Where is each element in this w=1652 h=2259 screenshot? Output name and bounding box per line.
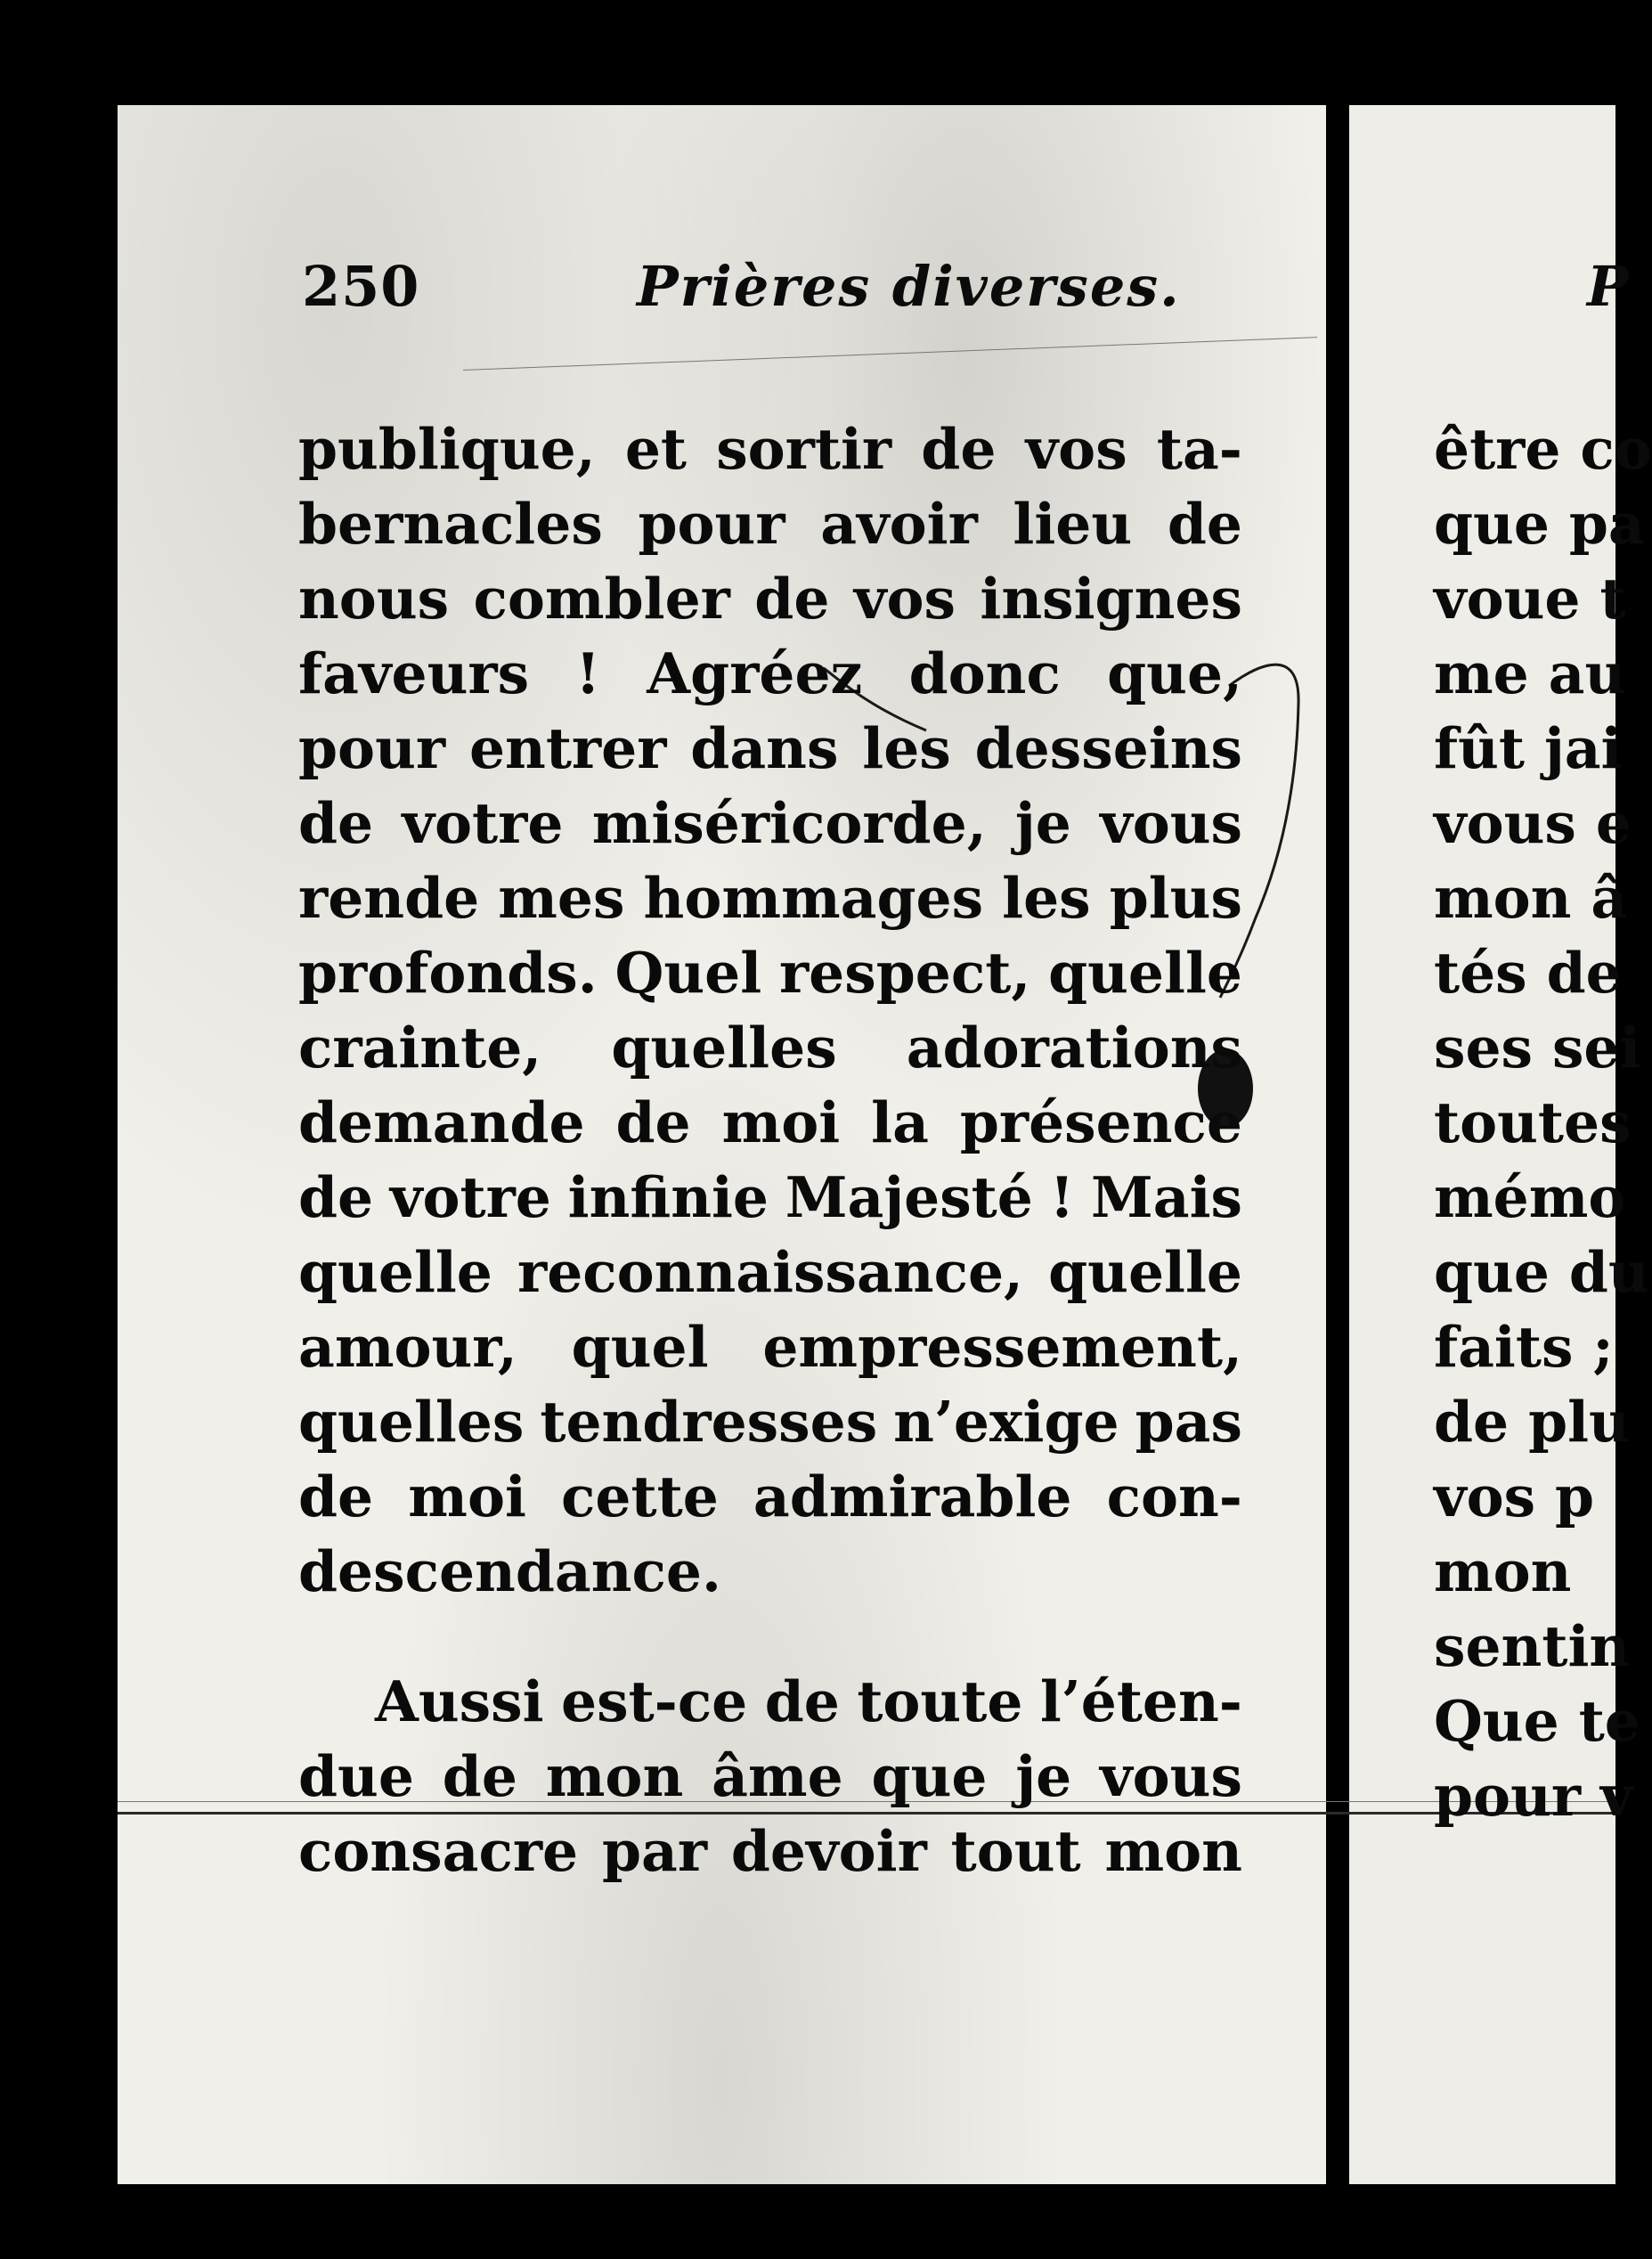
- word: vous: [1100, 1743, 1242, 1809]
- word: de: [615, 1089, 691, 1155]
- page-header: [183, 254, 1233, 334]
- facing-text-line: que pa: [1434, 491, 1645, 557]
- word: amour,: [298, 1314, 517, 1380]
- facing-text-line: vous e: [1434, 790, 1632, 856]
- word: descendance.: [298, 1538, 721, 1604]
- word: consacre: [298, 1818, 579, 1884]
- text-line: [298, 1459, 1242, 1534]
- word: quel: [571, 1314, 709, 1380]
- facing-text-line: tés de: [1434, 940, 1622, 1006]
- word: vos: [853, 566, 956, 632]
- text-line: [298, 1309, 1242, 1384]
- word: demande: [298, 1089, 585, 1155]
- word: tout: [950, 1818, 1081, 1884]
- word: infinie: [567, 1164, 769, 1230]
- word: insignes: [980, 566, 1242, 632]
- text-line: [298, 935, 1242, 1010]
- word: combler: [473, 566, 730, 632]
- word: quelle: [1048, 940, 1242, 1006]
- paragraph-gap: [298, 1609, 1242, 1664]
- word: desseins: [974, 715, 1242, 781]
- facing-running-head-fragment: P: [1587, 254, 1629, 319]
- word: plus: [1109, 865, 1242, 931]
- facing-page-text: [1434, 412, 1652, 1833]
- facing-text-line: Que te: [1434, 1688, 1640, 1754]
- word: de: [298, 790, 374, 856]
- word: la: [871, 1089, 929, 1155]
- word: quelle: [1048, 1239, 1242, 1305]
- facing-text-line: fût jai: [1434, 715, 1623, 781]
- word: admirable: [753, 1464, 1072, 1529]
- word: de: [754, 566, 830, 632]
- word: toute: [857, 1668, 1023, 1734]
- word: Quel: [614, 940, 762, 1006]
- word: quelle: [298, 1239, 492, 1305]
- word: Mais: [1091, 1164, 1242, 1230]
- word: vos: [1025, 416, 1127, 482]
- word: l’éten-: [1039, 1668, 1242, 1734]
- word: par: [601, 1818, 708, 1884]
- facing-text-line: vos p: [1434, 1464, 1595, 1529]
- word: sortir: [716, 416, 892, 482]
- word: je: [1014, 790, 1071, 856]
- text-line: [298, 711, 1242, 786]
- word: présence: [959, 1089, 1242, 1155]
- facing-text-line: mon: [1434, 1538, 1572, 1604]
- word: publique,: [298, 416, 596, 482]
- word: reconnaissance,: [517, 1239, 1023, 1305]
- word: !: [1049, 1164, 1075, 1230]
- word: rende: [298, 865, 480, 931]
- word: respect,: [778, 940, 1031, 1006]
- word: entrer: [468, 715, 667, 781]
- text-line: [298, 1085, 1242, 1160]
- word: cette: [561, 1464, 719, 1529]
- word: pas: [1135, 1389, 1242, 1455]
- word: Aussi: [375, 1668, 544, 1734]
- text-line: [298, 1160, 1242, 1235]
- body-text: [298, 412, 1242, 1888]
- facing-text-line: toutes: [1434, 1089, 1632, 1155]
- word: de: [298, 1464, 374, 1529]
- facing-text-line: que du: [1434, 1239, 1649, 1305]
- text-line: [298, 786, 1242, 860]
- word: les: [862, 715, 951, 781]
- text-line: [298, 486, 1242, 561]
- word: de: [764, 1668, 840, 1734]
- word: con-: [1106, 1464, 1242, 1529]
- word: pour: [638, 491, 785, 557]
- text-line: [298, 1384, 1242, 1459]
- running-head: Prières diverses.: [637, 254, 1181, 319]
- facing-text-line: de plu: [1434, 1389, 1630, 1455]
- word: crainte,: [298, 1015, 542, 1081]
- word: hommages: [643, 865, 984, 931]
- text-line: [298, 1739, 1242, 1814]
- word: âme: [712, 1743, 843, 1809]
- word: adorations: [906, 1015, 1242, 1081]
- word: donc: [908, 640, 1061, 706]
- text-line: [298, 1664, 1242, 1739]
- word: votre: [389, 1164, 551, 1230]
- word: mon: [1104, 1818, 1242, 1884]
- facing-text-line: sentin: [1434, 1613, 1631, 1679]
- text-line: [298, 412, 1242, 486]
- facing-text-line: mémo: [1434, 1164, 1626, 1230]
- word: moi: [721, 1089, 841, 1155]
- facing-text-line: voue t: [1434, 566, 1626, 632]
- text-line: [298, 561, 1242, 636]
- text-line: [298, 1814, 1242, 1888]
- word: !: [575, 640, 600, 706]
- word: tendresses: [540, 1389, 878, 1455]
- facing-text-line: faits ;: [1434, 1314, 1614, 1380]
- word: devoir: [730, 1818, 927, 1884]
- word: nous: [298, 566, 450, 632]
- word: due: [298, 1743, 414, 1809]
- text-line: [298, 860, 1242, 935]
- facing-text-line: être co: [1434, 416, 1652, 482]
- word: de: [921, 416, 997, 482]
- word: de: [298, 1164, 374, 1230]
- text-line: [298, 1235, 1242, 1309]
- word: est-ce: [561, 1668, 748, 1734]
- word: vous: [1100, 790, 1242, 856]
- word: de: [1167, 491, 1242, 557]
- word: ta-: [1156, 416, 1242, 482]
- word: n’exige: [893, 1389, 1119, 1455]
- word: lieu: [1013, 491, 1133, 557]
- paragraph: [298, 1664, 1242, 1888]
- word: Majesté: [785, 1164, 1033, 1230]
- text-line: [298, 636, 1242, 711]
- word: quelles: [611, 1015, 837, 1081]
- word: que: [871, 1743, 988, 1809]
- word: de: [442, 1743, 517, 1809]
- word: les: [1002, 865, 1091, 931]
- word: bernacles: [298, 491, 603, 557]
- word: faveurs: [298, 640, 530, 706]
- word: miséricorde,: [591, 790, 987, 856]
- facing-text-line: ses sei: [1434, 1015, 1641, 1081]
- word: Agréez: [647, 640, 863, 706]
- word: mon: [545, 1743, 684, 1809]
- word: que,: [1107, 640, 1242, 706]
- facing-text-line: me au: [1434, 640, 1626, 706]
- facing-text-line: pour v: [1434, 1763, 1633, 1829]
- word: avoir: [820, 491, 978, 557]
- paragraph: [298, 412, 1242, 1609]
- word: je: [1015, 1743, 1072, 1809]
- word: moi: [408, 1464, 526, 1529]
- text-line: [298, 1534, 1242, 1609]
- facing-text-line: mon â: [1434, 865, 1628, 931]
- page-number: 250: [302, 254, 420, 319]
- word: pour: [298, 715, 446, 781]
- word: profonds.: [298, 940, 598, 1006]
- word: dans: [690, 715, 839, 781]
- word: empressement,: [762, 1314, 1242, 1380]
- word: mes: [498, 865, 625, 931]
- word: quelles: [298, 1389, 525, 1455]
- book-gutter: [1326, 105, 1349, 2184]
- word: et: [624, 416, 688, 482]
- text-line: [298, 1010, 1242, 1085]
- word: votre: [402, 790, 564, 856]
